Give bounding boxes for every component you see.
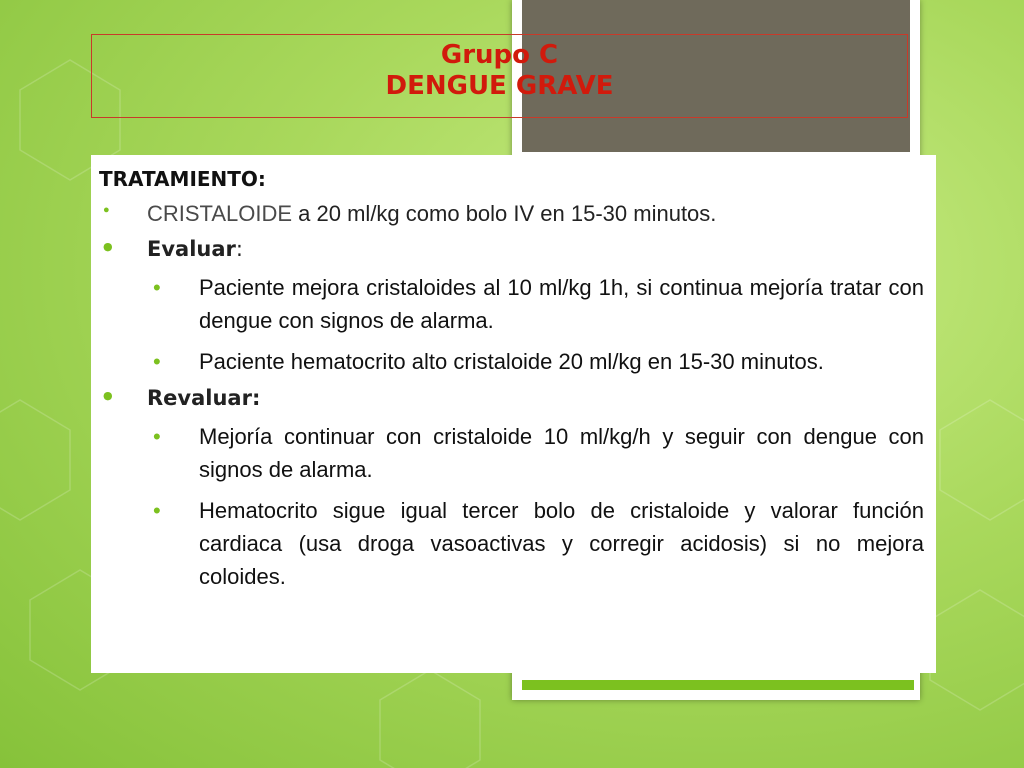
bullet-icon: • <box>153 349 161 374</box>
bullet-icon: ● <box>103 240 113 253</box>
bullet-icon: • <box>153 424 161 449</box>
bullet-icon: • <box>153 498 161 523</box>
evaluar-label: Evaluar <box>147 237 236 261</box>
sub-list-item <box>99 420 928 486</box>
sub-item-text: Paciente mejora cristaloides al 10 ml/kg 1h, si continua mejoría tratar con dengue con signos de alarma. <box>199 275 924 333</box>
slide-title <box>91 40 908 102</box>
title-line-1: Grupo C <box>440 40 559 70</box>
sub-item-text: Paciente hematocrito alto cristaloide 20 ml/kg en 15-30 minutos. <box>199 349 824 374</box>
green-accent-bar <box>522 680 914 690</box>
sub-list-item <box>99 271 928 337</box>
evaluar-colon: : <box>235 237 243 261</box>
cristaloide-text: a 20 ml/kg como bolo IV en 15-30 minutos. <box>292 201 717 226</box>
bullet-icon: ● <box>103 389 113 402</box>
bullet-icon: ● <box>103 204 110 216</box>
list-item-revaluar <box>99 386 928 410</box>
section-heading: TRATAMIENTO: <box>99 167 266 191</box>
bullet-icon: • <box>153 275 161 300</box>
title-line-2: DENGUE GRAVE <box>385 71 614 101</box>
sub-list-item <box>99 345 928 378</box>
revaluar-label: Revaluar: <box>147 386 261 410</box>
list-item-cristaloide <box>99 201 928 227</box>
content-box <box>91 155 936 673</box>
cristaloide-term: CRISTALOIDE <box>147 201 293 226</box>
sub-item-text: Hematocrito sigue igual tercer bolo de cristaloide y valorar función cardiaca (usa droga vasoactivas y corregir acidosis) si no mejora coloides. <box>199 498 924 589</box>
list-item-evaluar <box>99 237 928 261</box>
sub-list-item <box>99 494 928 593</box>
sub-item-text: Mejoría continuar con cristaloide 10 ml/kg/h y seguir con dengue con signos de alarma. <box>199 424 924 482</box>
